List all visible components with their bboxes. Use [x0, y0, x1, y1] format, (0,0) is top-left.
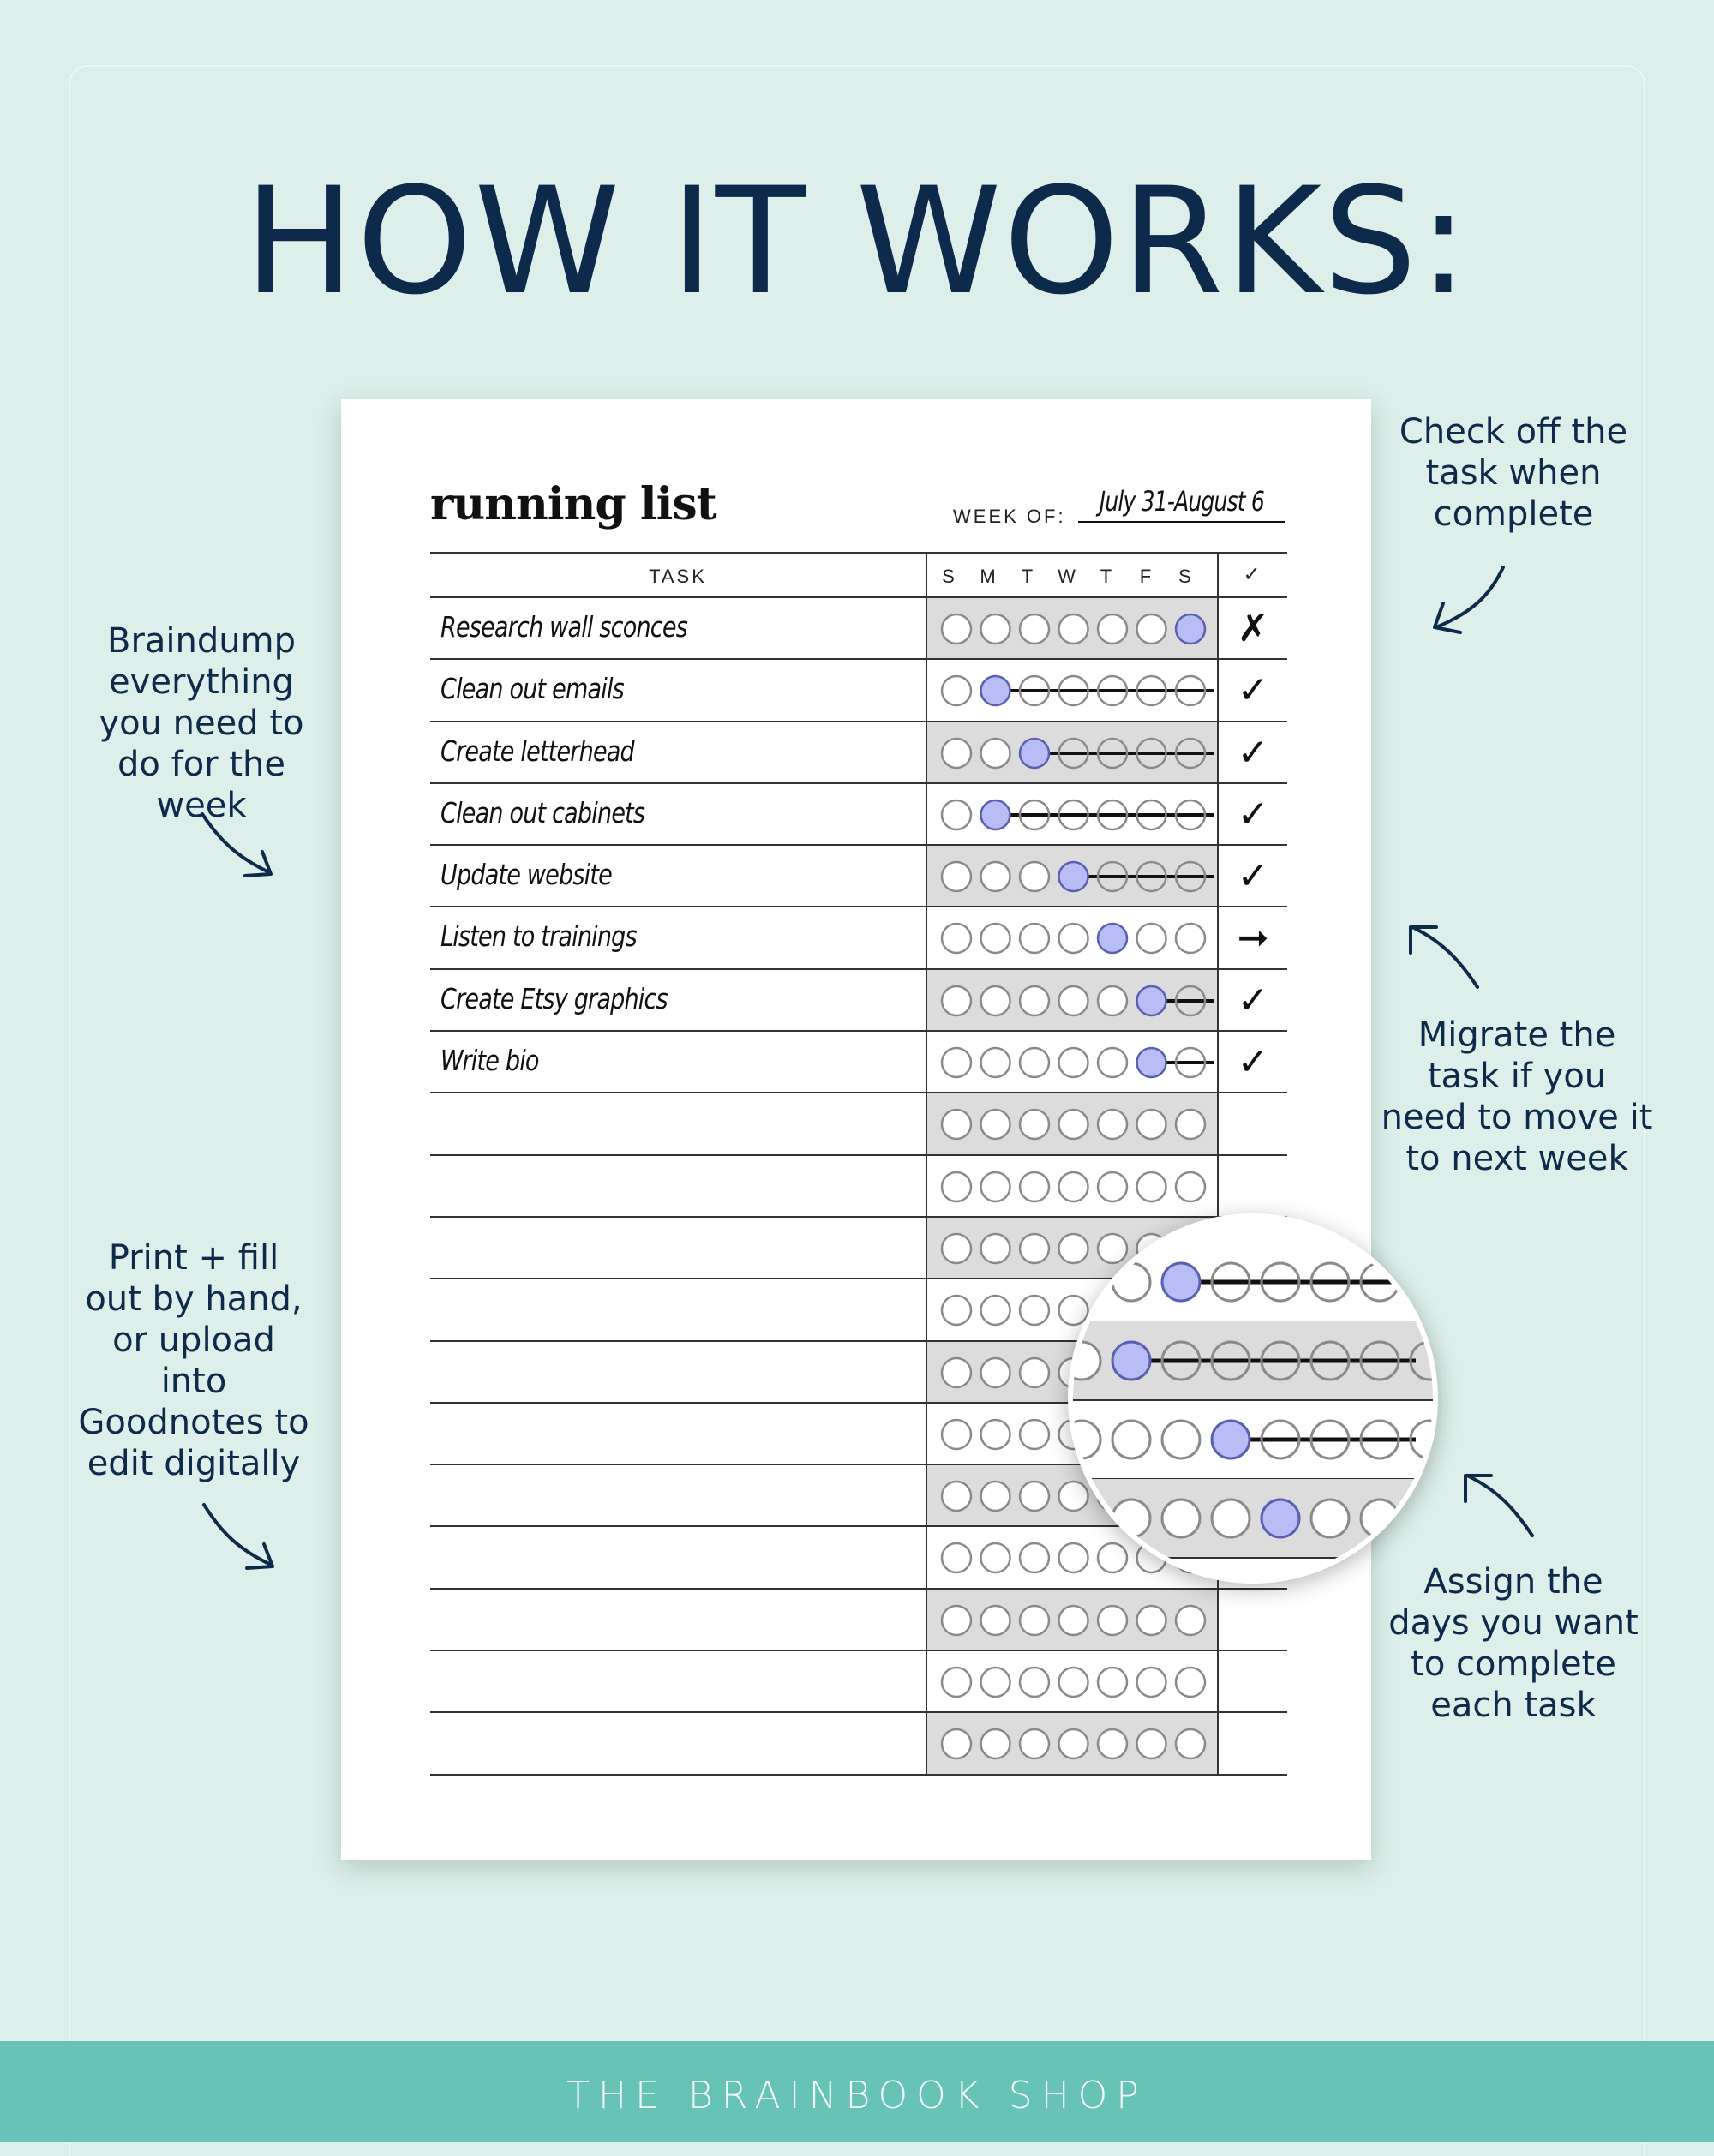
header-day: M [980, 566, 998, 587]
day-bubble[interactable] [1176, 614, 1205, 644]
magnified-day-bubble [1361, 1421, 1399, 1458]
day-bubble[interactable] [1020, 1482, 1049, 1511]
day-bubble[interactable] [981, 800, 1010, 829]
task-table [430, 552, 1287, 1776]
day-bubble[interactable] [981, 1234, 1010, 1263]
day-bubbles [926, 1156, 1219, 1216]
magnified-day-bubble [1262, 1421, 1299, 1458]
day-bubble[interactable] [1176, 1668, 1205, 1697]
day-bubble[interactable] [1020, 862, 1049, 891]
day-bubble[interactable] [981, 1048, 1010, 1077]
day-bubble[interactable] [1020, 1543, 1049, 1572]
day-bubbles [926, 1032, 1219, 1092]
table-row [430, 660, 1287, 722]
week-of-label: WEEK OF: [953, 506, 1066, 527]
day-bubble[interactable] [1020, 739, 1049, 768]
day-bubble[interactable] [1176, 1606, 1205, 1635]
day-bubbles [926, 846, 1219, 906]
day-bubble[interactable] [1059, 614, 1088, 644]
day-bubble[interactable] [1098, 1172, 1127, 1201]
day-bubble[interactable] [981, 1729, 1010, 1758]
header-days [926, 554, 1219, 596]
magnifier-zoom [1068, 1213, 1438, 1584]
day-bubbles [926, 1093, 1219, 1153]
day-bubble[interactable] [981, 1543, 1010, 1572]
day-bubble[interactable] [1098, 1234, 1127, 1263]
day-bubble[interactable] [1059, 862, 1088, 891]
day-bubble[interactable] [1098, 1110, 1127, 1139]
day-bubble[interactable] [1059, 1482, 1088, 1511]
day-bubble[interactable] [1020, 1296, 1049, 1325]
day-bubble[interactable] [1176, 739, 1205, 768]
day-bubble[interactable] [1059, 1543, 1088, 1572]
table-row [430, 1032, 1287, 1093]
day-bubble[interactable] [1176, 1048, 1205, 1077]
day-bubble[interactable] [1137, 1172, 1166, 1201]
day-bubble[interactable] [1059, 1729, 1088, 1758]
day-bubble[interactable] [1137, 924, 1166, 953]
day-bubble[interactable] [981, 1358, 1010, 1387]
day-bubble[interactable] [942, 739, 971, 768]
magnified-day-bubble [1162, 1263, 1200, 1301]
day-bubble[interactable] [1059, 739, 1088, 768]
day-bubble[interactable] [1059, 1668, 1088, 1697]
magnified-day-bubble [1262, 1263, 1299, 1301]
day-bubble[interactable] [1098, 862, 1127, 891]
day-bubble[interactable] [1176, 986, 1205, 1015]
day-bubbles [926, 660, 1219, 720]
day-bubble[interactable] [1098, 614, 1127, 644]
day-bubble[interactable] [1176, 1172, 1205, 1201]
magnified-day-bubble [1262, 1342, 1299, 1380]
arrow-braindump-icon [194, 806, 279, 883]
magnified-day-bubble [1212, 1421, 1250, 1458]
day-bubble[interactable] [981, 614, 1010, 644]
day-bubble[interactable] [1137, 1729, 1166, 1758]
day-bubble[interactable] [1176, 1110, 1205, 1139]
magnified-day-bubble [1162, 1500, 1200, 1537]
note-print: Print + fill out by hand, or upload into Goodnotes to edit digitally [78, 1238, 309, 1483]
table-row [430, 846, 1287, 907]
header-day: T [1100, 566, 1115, 587]
day-bubble[interactable] [1137, 1606, 1166, 1635]
status-mark[interactable]: ✗ [1237, 607, 1269, 650]
magnified-day-bubble [1162, 1342, 1200, 1380]
day-bubble[interactable] [1137, 1110, 1166, 1139]
day-bubble[interactable] [981, 1172, 1010, 1201]
day-bubble[interactable] [981, 1296, 1010, 1325]
day-bubble[interactable] [1020, 1668, 1049, 1697]
task-text[interactable]: Research wall sconces [440, 610, 687, 644]
day-bubble[interactable] [942, 924, 971, 953]
task-text[interactable]: Create letterhead [440, 734, 634, 768]
day-bubble[interactable] [942, 1110, 971, 1139]
day-bubble[interactable] [1020, 1729, 1049, 1758]
day-bubble[interactable] [1176, 862, 1205, 891]
note-migrate: Migrate the task if you need to move it to next week [1381, 1015, 1653, 1178]
header-day: F [1139, 566, 1154, 587]
day-bubble[interactable] [942, 1358, 971, 1387]
day-bubble[interactable] [981, 1420, 1010, 1449]
day-bubble[interactable] [942, 1296, 971, 1325]
day-bubble[interactable] [942, 1048, 971, 1077]
day-bubble[interactable] [1059, 924, 1088, 953]
magnified-day-bubble [1311, 1263, 1349, 1301]
day-bubble[interactable] [942, 1668, 971, 1697]
task-text[interactable]: Clean out emails [440, 672, 624, 706]
day-bubble[interactable] [1137, 862, 1166, 891]
day-bubbles [926, 1713, 1219, 1773]
magnified-day-bubble [1212, 1263, 1250, 1301]
table-header [430, 552, 1287, 598]
day-bubble[interactable] [1059, 1234, 1088, 1263]
day-bubble[interactable] [1020, 676, 1049, 705]
magnified-day-bubble [1262, 1500, 1299, 1537]
magnified-day-bubble [1361, 1342, 1399, 1380]
magnified-day-bubble [1212, 1500, 1250, 1537]
note-check-off: Check off the task when complete [1399, 412, 1628, 534]
day-bubble[interactable] [1020, 924, 1049, 953]
task-text[interactable]: Create Etsy graphics [440, 981, 668, 1015]
day-bubble[interactable] [1020, 1172, 1049, 1201]
status-mark[interactable]: ✓ [1237, 978, 1269, 1022]
day-bubble[interactable] [942, 986, 971, 1015]
magnifier-detail [1073, 1219, 1433, 1578]
magnified-day-bubble [1311, 1421, 1349, 1458]
day-bubble[interactable] [942, 1729, 971, 1758]
day-bubble[interactable] [942, 676, 971, 705]
day-bubble[interactable] [981, 1668, 1010, 1697]
day-bubble[interactable] [1176, 924, 1205, 953]
magnified-day-bubble [1073, 1421, 1100, 1458]
day-bubbles [926, 1590, 1219, 1650]
day-bubble[interactable] [1137, 614, 1166, 644]
day-bubble[interactable] [1059, 1110, 1088, 1139]
day-bubble[interactable] [1098, 986, 1127, 1015]
table-row [430, 1093, 1287, 1155]
day-bubbles [926, 722, 1219, 782]
week-of-value: July 31-August 6 [1078, 485, 1286, 523]
day-bubble[interactable] [1020, 1420, 1049, 1449]
day-bubble[interactable] [942, 1172, 971, 1201]
day-bubble[interactable] [981, 862, 1010, 891]
task-text[interactable]: Write bio [440, 1044, 539, 1078]
header-task: TASK [649, 566, 707, 587]
day-bubble[interactable] [981, 676, 1010, 705]
day-bubble[interactable] [1098, 924, 1127, 953]
task-text[interactable]: Clean out cabinets [440, 795, 645, 829]
table-row [430, 1651, 1287, 1713]
day-bubble[interactable] [981, 924, 1010, 953]
table-row [430, 784, 1287, 846]
day-bubble[interactable] [1020, 1606, 1049, 1635]
day-bubble[interactable] [1137, 800, 1166, 829]
day-bubble[interactable] [1098, 1606, 1127, 1635]
table-row [430, 970, 1287, 1032]
day-bubbles [926, 1651, 1219, 1711]
status-mark[interactable]: ➞ [1237, 916, 1269, 961]
day-bubble[interactable] [942, 1606, 971, 1635]
table-row [430, 907, 1287, 969]
header-day: T [1021, 566, 1036, 587]
table-row [430, 1156, 1287, 1218]
day-bubble[interactable] [1059, 1606, 1088, 1635]
header-day: S [1178, 566, 1194, 587]
footer-brand: THE BRAINBOOK SHOP [566, 2074, 1148, 2117]
day-bubble[interactable] [942, 800, 971, 829]
day-bubbles [926, 598, 1219, 658]
day-bubble[interactable] [1020, 1110, 1049, 1139]
day-bubble[interactable] [1020, 1048, 1049, 1077]
header-check: ✓ [1243, 563, 1263, 586]
arrow-assign-icon [1457, 1465, 1543, 1542]
day-bubble[interactable] [1020, 986, 1049, 1015]
day-bubble[interactable] [1098, 1729, 1127, 1758]
task-rows [430, 598, 1287, 1776]
day-bubble[interactable] [1098, 676, 1127, 705]
day-bubble[interactable] [1137, 1048, 1166, 1077]
arrow-print-icon [195, 1498, 281, 1575]
note-braindump: Braindump everything you need to do for the week [99, 621, 304, 825]
day-bubble[interactable] [981, 739, 1010, 768]
note-assign: Assign the days you want to complete each task [1388, 1562, 1639, 1725]
day-bubble[interactable] [1098, 800, 1127, 829]
status-mark[interactable]: ✓ [1237, 854, 1269, 899]
day-bubbles [926, 784, 1219, 844]
day-bubble[interactable] [1059, 1048, 1088, 1077]
day-bubble[interactable] [1176, 800, 1205, 829]
day-bubble[interactable] [1098, 1048, 1127, 1077]
day-bubble[interactable] [1137, 739, 1166, 768]
table-row [430, 598, 1287, 660]
day-bubble[interactable] [1059, 1296, 1088, 1325]
header-day: S [942, 566, 957, 587]
headline: HOW IT WORKS: [243, 155, 1471, 327]
day-bubble[interactable] [1098, 739, 1127, 768]
day-bubbles [926, 970, 1219, 1030]
day-bubble[interactable] [981, 1482, 1010, 1511]
day-bubble[interactable] [981, 986, 1010, 1015]
day-bubble[interactable] [1059, 1172, 1088, 1201]
sheet-title: running list [430, 478, 716, 530]
day-bubble[interactable] [981, 1606, 1010, 1635]
day-bubble[interactable] [1020, 614, 1049, 644]
magnified-day-bubble [1112, 1342, 1150, 1380]
header-day: W [1058, 566, 1078, 587]
table-row [430, 722, 1287, 784]
task-text[interactable]: Update website [440, 858, 612, 892]
table-row [430, 1713, 1287, 1775]
day-bubble[interactable] [1020, 1358, 1049, 1387]
day-bubble[interactable] [942, 614, 971, 644]
day-bubble[interactable] [1137, 986, 1166, 1015]
magnified-day-bubble [1073, 1342, 1100, 1380]
planner-sheet [341, 399, 1371, 1860]
day-bubble[interactable] [1059, 676, 1088, 705]
day-bubble[interactable] [1137, 676, 1166, 705]
magnified-day-bubble [1112, 1421, 1150, 1458]
status-mark[interactable]: ✓ [1237, 792, 1269, 836]
day-bubble[interactable] [942, 1543, 971, 1572]
day-bubble[interactable] [1176, 1729, 1205, 1758]
day-bubble[interactable] [1098, 1543, 1127, 1572]
status-mark[interactable]: ✓ [1237, 730, 1269, 775]
day-bubble[interactable] [1059, 986, 1088, 1015]
magnified-day-bubble [1212, 1342, 1250, 1380]
day-bubbles [926, 907, 1219, 967]
day-bubble[interactable] [1020, 1234, 1049, 1263]
day-bubble[interactable] [942, 1482, 971, 1511]
day-bubble[interactable] [942, 862, 971, 891]
day-bubble[interactable] [942, 1420, 971, 1449]
magnified-day-bubble [1311, 1342, 1349, 1380]
status-mark[interactable]: ✓ [1237, 668, 1269, 713]
day-bubble[interactable] [1098, 1668, 1127, 1697]
day-bubble[interactable] [942, 1234, 971, 1263]
magnified-day-bubble [1411, 1421, 1433, 1458]
magnified-day-bubble [1162, 1421, 1200, 1458]
day-bubble[interactable] [1020, 800, 1049, 829]
task-text[interactable]: Listen to trainings [440, 919, 637, 954]
day-bubble[interactable] [1059, 800, 1088, 829]
footer-bar [0, 2041, 1714, 2142]
day-bubble[interactable] [1137, 1668, 1166, 1697]
day-bubble[interactable] [1176, 676, 1205, 705]
status-mark[interactable]: ✓ [1237, 1040, 1269, 1085]
arrow-check-off-icon [1426, 560, 1512, 638]
table-row [430, 1590, 1287, 1651]
arrow-migrate-icon [1402, 917, 1488, 994]
day-bubble[interactable] [981, 1110, 1010, 1139]
magnified-day-bubble [1311, 1500, 1349, 1537]
